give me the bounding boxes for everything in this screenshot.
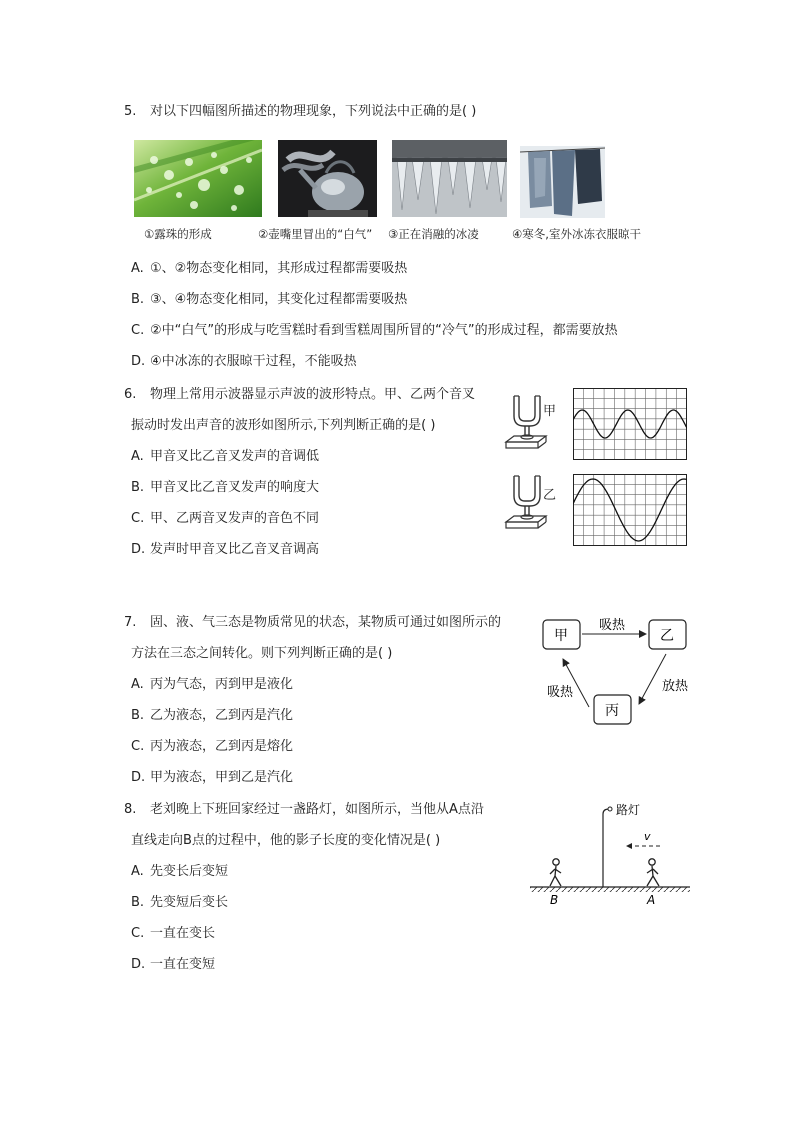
q6-option-a: 甲音叉比乙音叉发声的音调低: [150, 449, 320, 464]
q7-stem-line2: 方法在三态之间转化。则下列判断正确的是( ): [131, 646, 393, 661]
caption-3: ③正在消融的冰凌: [388, 227, 479, 241]
q6-stem-line2: 振动时发出声音的波形如图所示,下列判断正确的是( ): [131, 418, 436, 433]
caption-1: ①露珠的形成: [144, 227, 212, 241]
lamp-bulb: [608, 807, 612, 811]
q8-option-a: 先变长后变短: [150, 864, 229, 879]
q6-option-b-letter: B.: [131, 480, 145, 495]
waveform-yi: [573, 474, 687, 546]
q5-option-b-letter: B.: [131, 292, 145, 307]
tuning-fork-jia: [500, 392, 570, 454]
walker-a: [647, 859, 659, 886]
lamp-label: 路灯: [616, 803, 641, 817]
waveform-jia: [573, 388, 687, 460]
q7-stem-line1: 固、液、气三态是物质常见的状态，某物质可通过如图所示的: [150, 615, 502, 630]
q5-option-d-letter: D.: [131, 354, 146, 369]
edge-label-bing-jia: 吸热: [546, 685, 574, 700]
kettle-photo: [278, 140, 377, 217]
walker-b: [550, 859, 561, 886]
fork-label-jia: 甲: [543, 404, 557, 419]
q8-option-b-letter: B.: [131, 895, 145, 910]
caption-2: ②壶嘴里冒出的“白气”: [258, 227, 373, 241]
q8-option-a-letter: A.: [131, 864, 144, 879]
q6-stem-line1: 物理上常用示波器显示声波的波形特点。甲、乙两个音叉: [150, 387, 476, 402]
frozen-clothes-photo: [520, 146, 605, 218]
tuning-fork-yi: [500, 472, 570, 534]
q5-option-b: ③、④物态变化相同，其变化过程都需要吸热: [150, 292, 408, 307]
q5-stem: 对以下四幅图所描述的物理现象，下列说法中正确的是( ): [150, 104, 477, 119]
dew-photo: [134, 140, 262, 217]
q8-option-d-letter: D.: [131, 957, 146, 972]
q7-option-d: 甲为液态，甲到乙是汽化: [150, 770, 294, 785]
point-a-label: A: [647, 893, 656, 907]
icicle-photo: [392, 140, 507, 217]
box-bing-label: 丙: [605, 703, 619, 719]
q5-option-c-letter: C.: [131, 323, 145, 338]
q7-option-c-letter: C.: [131, 739, 145, 754]
q5-option-a-letter: A.: [131, 261, 144, 276]
q8-option-c: 一直在变长: [150, 926, 216, 941]
q6-option-d: 发声时甲音叉比乙音叉音调高: [150, 542, 320, 557]
point-b-label: B: [550, 893, 559, 907]
state-change-diagram: [536, 612, 696, 728]
fork-label-yi: 乙: [543, 488, 557, 503]
q7-option-d-letter: D.: [131, 770, 146, 785]
q8-option-b: 先变短后变长: [150, 895, 229, 910]
q6-option-d-letter: D.: [131, 542, 146, 557]
q5-option-a: ①、②物态变化相同，其形成过程都需要吸热: [150, 261, 408, 276]
q7-option-a: 丙为气态，丙到甲是液化: [150, 677, 294, 692]
q6-number: 6.: [124, 387, 137, 402]
velocity-label: v: [644, 830, 651, 843]
q7-option-c: 丙为液态，乙到丙是熔化: [150, 739, 294, 754]
box-yi-label: 乙: [660, 628, 674, 644]
q6-option-c-letter: C.: [131, 511, 145, 526]
caption-4: ④寒冬,室外冰冻衣服晾干: [512, 227, 641, 241]
q7-option-b: 乙为液态，乙到丙是汽化: [150, 708, 294, 723]
q6-option-b: 甲音叉比乙音叉发声的响度大: [150, 480, 320, 495]
q6-option-a-letter: A.: [131, 449, 144, 464]
q8-number: 8.: [124, 802, 137, 817]
q8-stem-line2: 直线走向B点的过程中，他的影子长度的变化情况是( ): [131, 833, 441, 848]
q7-option-a-letter: A.: [131, 677, 144, 692]
q7-number: 7.: [124, 615, 137, 630]
q5-option-c: ②中“白气”的形成与吃雪糕时看到雪糕周围所冒的“冷气”的形成过程，都需要放热: [150, 323, 618, 338]
q8-option-c-letter: C.: [131, 926, 145, 941]
street-lamp-diagram: [528, 800, 693, 910]
q5-number: 5.: [124, 104, 137, 119]
q8-option-d: 一直在变短: [150, 957, 216, 972]
edge-label-jia-yi: 吸热: [598, 618, 626, 633]
box-jia-label: 甲: [554, 628, 568, 644]
q5-option-d: ④中冰冻的衣服晾干过程，不能吸热: [150, 354, 357, 369]
edge-label-yi-bing: 放热: [661, 679, 689, 694]
q8-stem-line1: 老刘晚上下班回家经过一盏路灯，如图所示，当他从A点沿: [150, 802, 484, 817]
q6-option-c: 甲、乙两音叉发声的音色不同: [150, 511, 320, 526]
q7-option-b-letter: B.: [131, 708, 145, 723]
